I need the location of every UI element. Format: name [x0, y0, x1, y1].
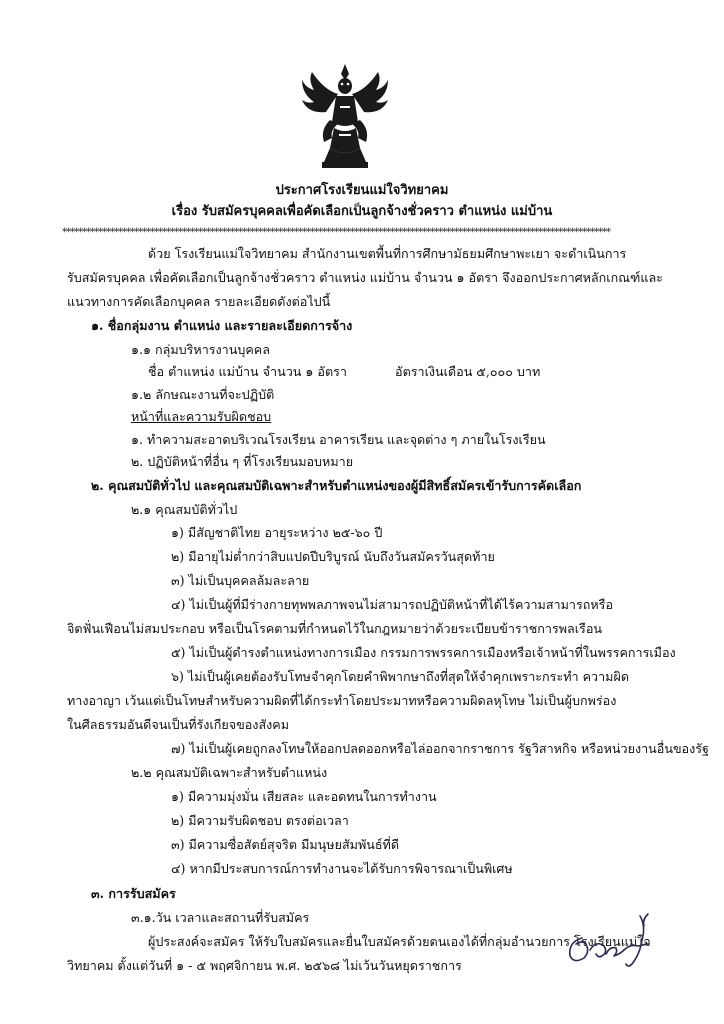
intro-line-3: แนวทางการคัดเลือกบุคคล รายละเอียดดังต่อไปนี้: [67, 294, 331, 309]
general-qualification-6-cont: ทางอาญา เว้นแต่เป็นโทษสำหรับความผิดที่ได้กระทำโดยประมาทหรือความผิดลหุโทษ ไม่เป็นผู้บกพร่อง: [67, 693, 617, 708]
general-qualification-1: ๑) มีสัญชาติไทย อายุระหว่าง ๒๕-๖๐ ปี: [171, 525, 383, 540]
application-paragraph-1: ผู้ประสงค์จะสมัคร ให้รับใบสมัครและยื่นใบสมัครด้วยตนเองได้ที่กลุ่มอำนวยการ โรงเรียนแม่ใจ: [148, 934, 651, 949]
general-qualification-6-cont-2: ในศีลธรรมอันดีจนเป็นที่รังเกียจของสังคม: [67, 717, 290, 732]
salary-detail: อัตราเงินเดือน ๕,๐๐๐ บาท: [395, 364, 541, 379]
specific-qualification-2: ๒) มีความรับผิดชอบ ตรงต่อเวลา: [171, 813, 349, 828]
general-qualification-6: ๖) ไม่เป็นผู้เคยต้องรับโทษจำคุกโดยคำพิพากษาถึงที่สุดให้จำคุกเพราะกระทำ ความผิด: [171, 669, 630, 684]
section-2-1: ๒.๑ คุณสมบัติทั่วไป: [131, 502, 238, 517]
announcement-title: ประกาศโรงเรียนแม่ใจวิทยาคม: [275, 183, 449, 198]
section-3-heading: ๓. การรับสมัคร: [91, 886, 176, 901]
specific-qualification-1: ๑) มีความมุ่งมั่น เสียสละ และอดทนในการทำงาน: [171, 789, 437, 804]
section-3-1: ๓.๑.วัน เวลาและสถานที่รับสมัคร: [131, 910, 310, 925]
position-detail: ชื่อ ตำแหน่ง แม่บ้าน จำนวน ๑ อัตรา: [148, 364, 347, 379]
general-qualification-3: ๓) ไม่เป็นบุคคลล้มละลาย: [171, 573, 310, 588]
application-paragraph-2: วิทยาคม ตั้งแต่วันที่ ๑ - ๕ พฤศจิกายน พ.ศ. ๒๕๖๘ ไม่เว้นวันหยุดราชการ: [67, 958, 462, 973]
intro-line-1: ด้วย โรงเรียนแม่ใจวิทยาคม สำนักงานเขตพื้นที่การศึกษามัธยมศึกษาพะเยา จะดำเนินการ: [148, 246, 627, 261]
section-1-heading: ๑. ชื่อกลุ่มงาน ตำแหน่ง และรายละเอียดการจ้าง: [91, 318, 353, 333]
general-qualification-7: ๗) ไม่เป็นผู้เคยถูกลงโทษให้ออกปลดออกหรือไล่ออกจากราชการ รัฐวิสาหกิจ หรือหน่วยงานอื่นของรัฐ: [171, 741, 709, 756]
garuda-emblem-icon: [300, 62, 390, 172]
specific-qualification-3: ๓) มีความซื่อสัตย์สุจริต มีมนุษยสัมพันธ์ที่ดี: [171, 837, 400, 852]
intro-line-2: รับสมัครบุคคล เพื่อคัดเลือกเป็นลูกจ้างชั่วคราว ตำแหน่ง แม่บ้าน จำนวน ๑ อัตรา จึงออกประกาศหลักเกณฑ์และ: [67, 270, 663, 285]
section-2-heading: ๒. คุณสมบัติทั่วไป และคุณสมบัติเฉพาะสำหรับตำแหน่งของผู้มีสิทธิ์สมัครเข้ารับการคัดเลือก: [91, 478, 582, 493]
divider-line: *****************************************************************************************************************************************: [62, 227, 610, 238]
section-1-2: ๑.๒ ลักษณะงานที่จะปฏิบัติ: [131, 387, 275, 402]
duty-item-2: ๒. ปฏิบัติหน้าที่อื่น ๆ ที่โรงเรียนมอบหมาย: [131, 454, 354, 469]
general-qualification-5: ๕) ไม่เป็นผู้ดำรงตำแหน่งทางการเมือง กรรมการพรรคการเมืองหรือเจ้าหน้าที่ในพรรคการเมือง: [171, 645, 676, 660]
duty-item-1: ๑. ทำความสะอาดบริเวณโรงเรียน อาคารเรียน และจุดต่าง ๆ ภายในโรงเรียน: [131, 432, 546, 447]
announcement-subject: เรื่อง รับสมัครบุคคลเพื่อคัดเลือกเป็นลูกจ้างชั่วคราว ตำแหน่ง แม่บ้าน: [171, 204, 553, 219]
section-1-1: ๑.๑ กลุ่มบริหารงานบุคคล: [131, 342, 270, 357]
duties-heading: หน้าที่และความรับผิดชอบ: [131, 409, 272, 424]
general-qualification-4: ๔) ไม่เป็นผู้ที่มีร่างกายทุพพลภาพจนไม่สามารถปฏิบัติหน้าที่ได้ไร้ความสามารถหรือ: [171, 597, 614, 612]
general-qualification-2: ๒) มีอายุไม่ต่ำกว่าสิบแปดปีบริบูรณ์ นับถึงวันสมัครวันสุดท้าย: [171, 549, 495, 564]
general-qualification-4-cont: จิตฟั่นเฟือนไม่สมประกอบ หรือเป็นโรคตามที่กำหนดไว้ในกฎหมายว่าด้วยระเบียบข้าราชการพลเรือน: [67, 621, 602, 636]
handwritten-signature: [560, 910, 670, 972]
section-2-2: ๒.๒ คุณสมบัติเฉพาะสำหรับตำแหน่ง: [131, 765, 328, 780]
specific-qualification-4: ๔) หากมีประสบการณ์การทำงานจะได้รับการพิจารณาเป็นพิเศษ: [171, 861, 513, 876]
